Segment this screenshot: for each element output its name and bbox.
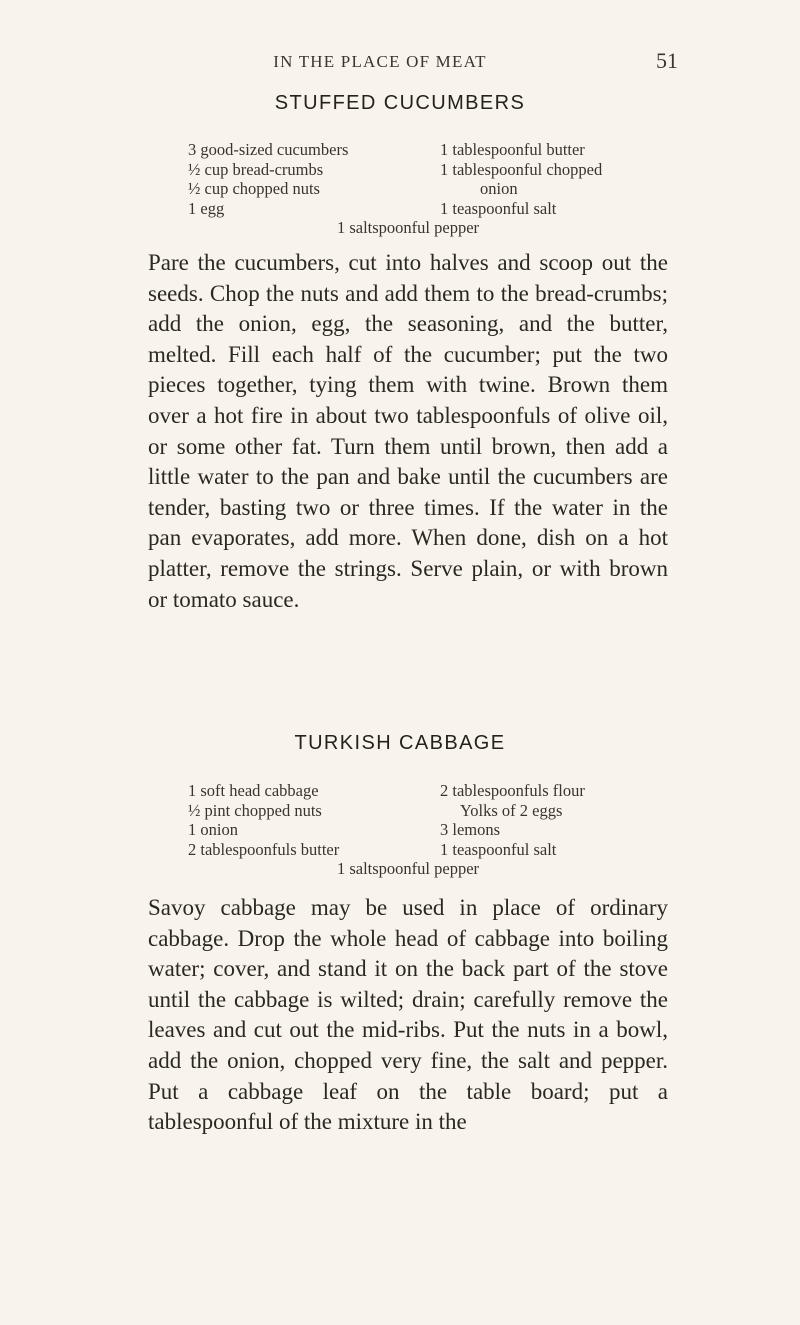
ingredient-item: 1 tablespoonful chopped: [440, 159, 603, 179]
ingredient-row: [188, 199, 658, 219]
ingredient-item: 2 tablespoonfuls butter: [188, 839, 340, 859]
ingredient-item: ½ cup bread-crumbs: [188, 159, 324, 179]
ingredient-row: [188, 840, 658, 860]
ingredient-item-centered: 1 saltspoonful pepper: [336, 859, 480, 878]
ingredient-item: 1 egg: [188, 198, 225, 218]
recipe-title-stuffed-cucumbers: STUFFED CUCUMBERS: [274, 92, 526, 114]
ingredient-item: 1 teaspoonful salt: [440, 839, 557, 859]
recipe-instructions-stuffed-cucumbers: Pare the cucumbers, cut into halves and scoop out the seeds. Chop the nuts and add them to the bread-crumbs; add the onion, egg, the seasoning, and the butter, melted. Fill each half of the cucumber; put the two pieces together, tying them with twine. Brown them over a hot fire in about two tablespoonfuls of olive oil, or some other fat. Turn them until brown, then add a little water to the pan and bake until the cucumbers are tender, basting two or three times. If the water in the pan evaporates, add more. When done, dish on a hot platter, remove the strings. Serve plain, or with brown or tomato sauce.: [148, 250, 668, 612]
ingredient-item: onion: [480, 179, 518, 198]
ingredient-row: [188, 160, 658, 180]
ingredient-item: 2 tablespoonfuls flour: [440, 781, 585, 800]
ingredient-item: ½ pint chopped nuts: [188, 800, 322, 820]
ingredient-item: 1 onion: [188, 820, 238, 839]
running-head: IN THE PLACE OF MEAT: [273, 52, 487, 71]
ingredient-item: 1 soft head cabbage: [188, 781, 319, 800]
recipe-title-turkish-cabbage: TURKISH CABBAGE: [294, 732, 506, 754]
recipe-instructions-turkish-cabbage: Savoy cabbage may be used in place of ordinary cabbage. Drop the whole head of cabbage into boiling water; cover, and stand it on the back part of the stove until the cabbage is wilted; drain; carefully remove the leaves and cut out the mid-ribs. Put the nuts in a bowl, add the onion, chopped very fine, the salt and pepper. Put a cabbage leaf on the table board; put a tablespoonful of the mixture in the: [148, 895, 668, 1135]
ingredient-row: [188, 179, 658, 199]
ingredient-item: 3 good-sized cucumbers: [188, 140, 349, 159]
page-number: 51: [656, 48, 678, 73]
ingredient-row: [188, 801, 658, 821]
ingredient-list-stuffed-cucumbers: [188, 140, 658, 238]
ingredient-item: 1 teaspoonful salt: [440, 198, 557, 218]
ingredient-row: [188, 820, 658, 840]
ingredient-row: [188, 781, 658, 801]
ingredient-item: Yolks of 2 eggs: [460, 800, 563, 820]
ingredient-list-turkish-cabbage: [188, 781, 658, 879]
ingredient-item: 3 lemons: [440, 820, 501, 839]
ingredient-item: ½ cup chopped nuts: [188, 179, 320, 198]
ingredient-item: 1 tablespoonful butter: [440, 140, 585, 159]
ingredient-item-centered: 1 saltspoonful pepper: [336, 218, 480, 237]
ingredient-row: [188, 140, 658, 160]
